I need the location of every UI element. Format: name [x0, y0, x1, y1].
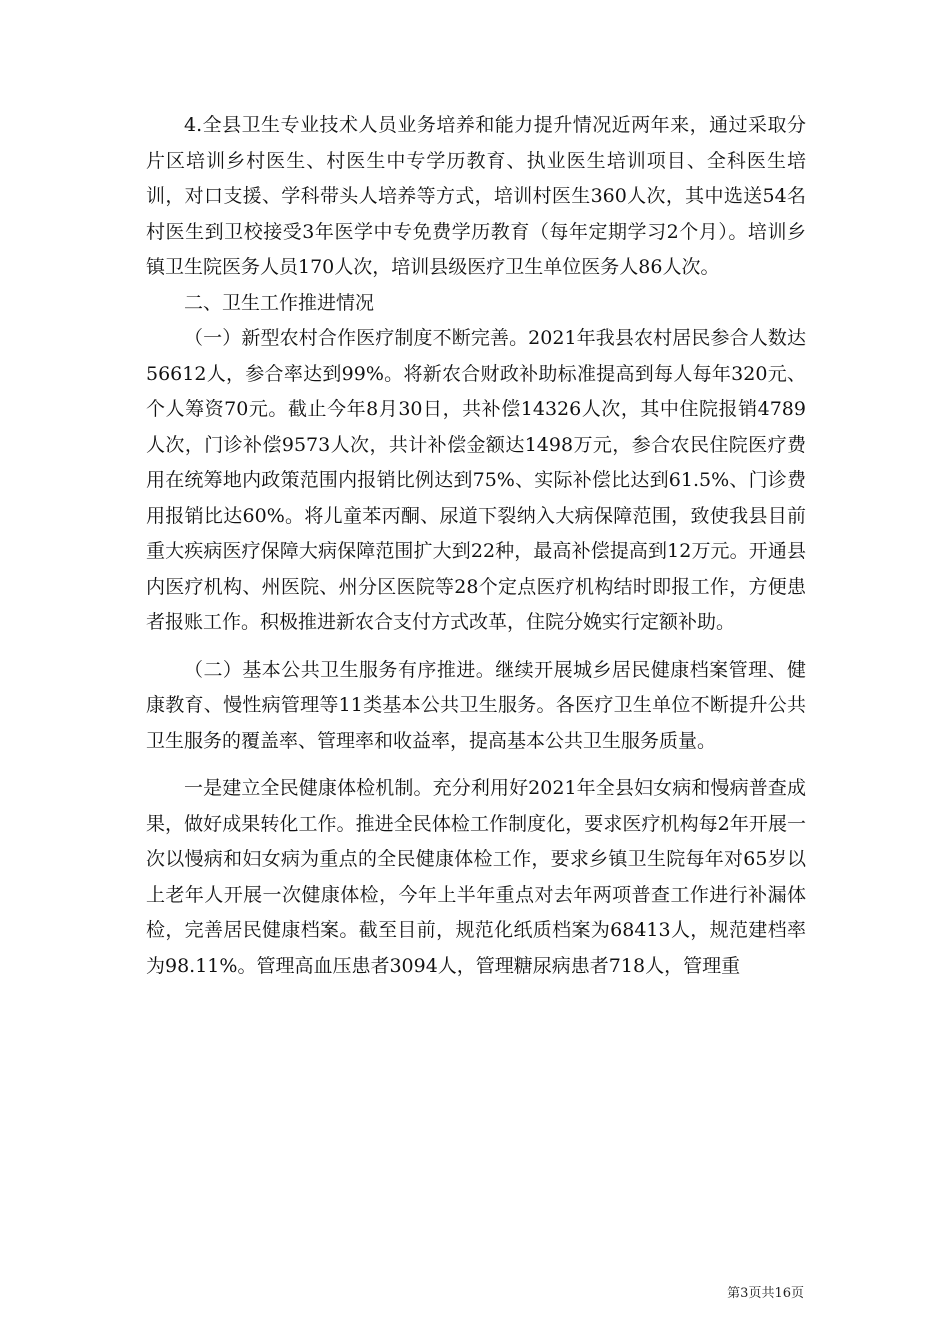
page-number: 第3页共16页	[727, 1286, 804, 1301]
paragraph-health-checkup: 一是建立全民健康体检机制。充分利用好2021年全县妇女病和慢病普查成果，做好成果转化工作。推进全民体检工作制度化，要求医疗机构每2年开展一次以慢病和妇女病为重点的全民健康体检工作，要求乡镇卫生院每年对65岁以上老年人开展一次健康体检，今年上半年重点对去年两项普查工作进行补漏体检，完善居民健康档案。截至目前，规范化纸质档案为68413人，规范建档率为98.11%。管理高血压患者3094人，管理糖尿病患者718人，管理重	[146, 777, 806, 977]
section-heading: 二、卫生工作推进情况	[184, 291, 375, 314]
paragraph-public-health-services: （二）基本公共卫生服务有序推进。继续开展城乡居民健康档案管理、健康教育、慢性病管理等11类基本公共卫生服务。各医疗卫生单位不断提升公共卫生服务的覆盖率、管理率和收益率，提高基本公共卫生服务质量。	[146, 658, 806, 752]
document-body	[146, 108, 806, 984]
paragraph-rural-cooperative-medical: （一）新型农村合作医疗制度不断完善。2021年我县农村居民参合人数达56612人，参合率达到99%。将新农合财政补助标准提高到每人每年320元、个人筹资70元。截止今年8月30日，共补偿14326人次，其中住院报销4789人次，门诊补偿9573人次，共计补偿金额达1498万元，参合农民住院医疗费用在统筹地内政策范围内报销比例达到75%、实际补偿比达到61.5%、门诊费用报销比达60%。将儿童苯丙酮、尿道下裂纳入大病保障范围，致使我县目前重大疾病医疗保障大病保障范围扩大到22种，最高补偿提高到12万元。开通县内医疗机构、州医院、州分区医院等28个定点医疗机构结时即报工作，方便患者报账工作。积极推进新农合支付方式改革，住院分娩实行定额补助。	[146, 327, 806, 633]
paragraph-training: 4.全县卫生专业技术人员业务培养和能力提升情况近两年来，通过采取分片区培训乡村医生、村医生中专学历教育、执业医生培训项目、全科医生培训，对口支援、学科带头人培养等方式，培训村医生360人次，其中选送54名村医生到卫校接受3年医学中专免费学历教育（每年定期学习2个月）。培训乡镇卫生院医务人员170人次，培训县级医疗卫生单位医务人86人次。	[146, 114, 806, 278]
